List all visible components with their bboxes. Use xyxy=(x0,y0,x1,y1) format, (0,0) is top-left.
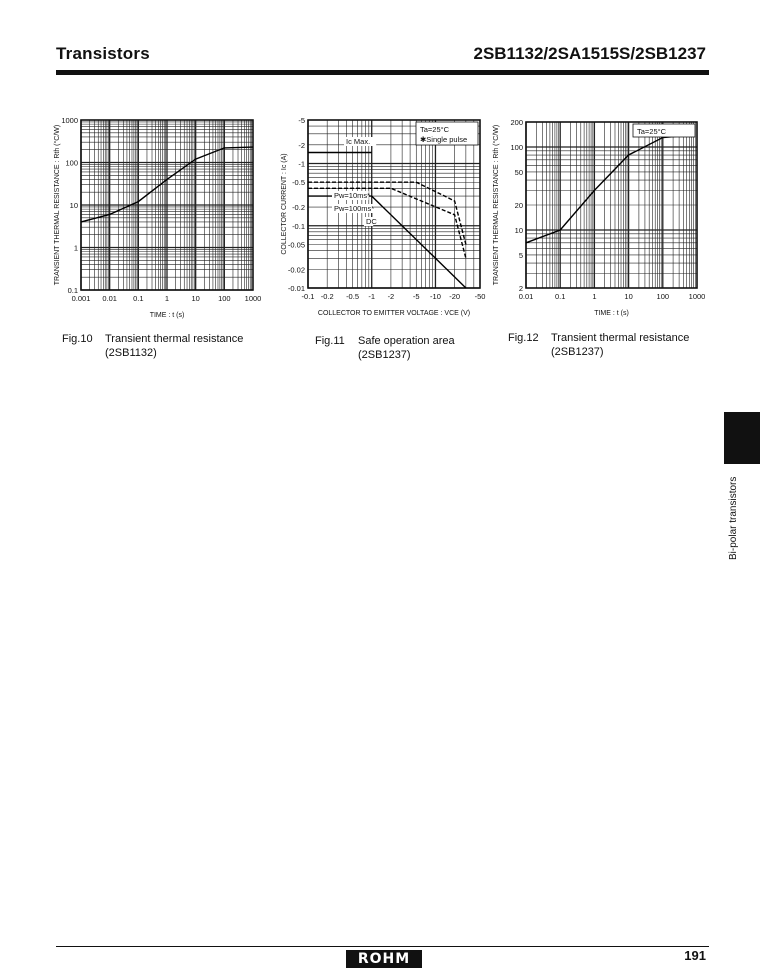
x-tick-label: -10 xyxy=(430,292,441,301)
y-tick-label: 10 xyxy=(514,225,523,235)
section-tab xyxy=(724,412,760,464)
chart-fig11 xyxy=(272,110,497,325)
x-axis-label: TIME : t (s) xyxy=(594,310,629,317)
header-section-title: Transistors xyxy=(56,44,150,63)
caption-fig12 xyxy=(508,331,689,359)
caption-fig10 xyxy=(62,332,243,360)
x-tick-label: -0.5 xyxy=(346,292,360,301)
y-tick-label: -0.5 xyxy=(292,178,305,188)
y-tick-label: 10 xyxy=(69,201,78,210)
x-tick-label: 10 xyxy=(191,294,200,303)
x-tick-label: -5 xyxy=(412,292,420,301)
x-tick-label: 1 xyxy=(164,294,170,303)
x-tick-label: 0.001 xyxy=(71,294,91,303)
y-tick-label: -0.01 xyxy=(287,284,305,293)
x-tick-label: 0.1 xyxy=(554,292,566,301)
y-tick-label: -2 xyxy=(298,140,305,150)
header-part-numbers: 2SB1132/2SA1515S/2SB1237 xyxy=(473,44,706,63)
x-tick-label: 100 xyxy=(656,292,670,301)
caption-figure-number: Fig.11 xyxy=(315,335,345,347)
x-tick-label: -50 xyxy=(474,292,486,301)
x-tick-label: 1000 xyxy=(244,294,262,303)
y-tick-label: -0.2 xyxy=(292,203,305,213)
chart-fig12 xyxy=(482,110,712,325)
x-tick-label: 0.01 xyxy=(518,292,534,301)
x-tick-label: -1 xyxy=(368,292,376,301)
x-tick-label: 0.01 xyxy=(102,294,117,303)
x-tick-label: -0.1 xyxy=(301,292,315,301)
x-tick-label: -20 xyxy=(449,292,461,301)
caption-title: Transient thermal resistance xyxy=(105,333,244,345)
y-tick-label: 1000 xyxy=(61,116,78,125)
x-tick-label: -0.2 xyxy=(320,292,334,301)
y-tick-label: -0.02 xyxy=(287,265,305,275)
series-line xyxy=(526,136,679,243)
y-axis-label: COLLECTOR CURRENT : Ic (A) xyxy=(281,153,288,255)
y-tick-label: -0.05 xyxy=(287,240,305,250)
caption-subtitle: (2SB1237) xyxy=(551,346,604,358)
y-tick-label: -1 xyxy=(298,159,305,169)
section-tab-label: Bi-polar transistors xyxy=(728,476,739,560)
curve-annotation: Pw=100ms* xyxy=(334,204,375,213)
chart-fig10 xyxy=(50,110,265,325)
y-axis-label: TRANSIENT THERMAL RESISTANCE : Rth (°C/W) xyxy=(54,124,61,286)
y-tick-label: 1 xyxy=(73,243,78,253)
y-tick-label: -5 xyxy=(298,116,305,125)
rohm-logo: ROHM xyxy=(346,950,422,968)
y-tick-label: 0.1 xyxy=(67,286,78,295)
caption-figure-number: Fig.10 xyxy=(62,333,93,345)
caption-fig11 xyxy=(315,334,455,362)
x-tick-label: 10 xyxy=(624,292,633,301)
caption-figure-number: Fig.12 xyxy=(508,332,539,344)
caption-title: Safe operation area xyxy=(358,335,455,347)
y-tick-label: 100 xyxy=(65,158,78,168)
y-tick-label: 5 xyxy=(518,250,523,260)
x-tick-label: -2 xyxy=(387,292,395,301)
x-tick-label: 0.1 xyxy=(133,294,144,303)
y-tick-label: 20 xyxy=(514,201,523,210)
caption-title: Transient thermal resistance xyxy=(551,332,690,344)
x-tick-label: 1 xyxy=(592,292,597,301)
x-tick-label: 1000 xyxy=(688,292,706,301)
legend-entry: ✱Single pulse xyxy=(420,135,468,144)
curve-annotation: Pw=10ms* xyxy=(334,191,371,200)
x-tick-label: 100 xyxy=(218,294,231,303)
footer-rule xyxy=(56,946,709,947)
legend-entry: Ta=25°C xyxy=(420,125,450,134)
y-tick-label: -0.1 xyxy=(292,221,305,231)
x-axis-label: COLLECTOR TO EMITTER VOLTAGE : VCE (V) xyxy=(317,310,471,317)
header-rule xyxy=(56,70,709,75)
y-tick-label: 50 xyxy=(514,167,523,177)
y-tick-label: 2 xyxy=(518,284,523,293)
y-axis-label: TRANSIENT THERMAL RESISTANCE : Rth (°C/W) xyxy=(493,124,500,286)
page-number: 191 xyxy=(684,948,706,963)
curve-annotation: DC xyxy=(366,217,377,226)
caption-subtitle: (2SB1132) xyxy=(105,347,157,359)
y-tick-label: 200 xyxy=(510,118,523,127)
curve-annotation: Ic Max. xyxy=(346,137,371,146)
y-tick-label: 100 xyxy=(510,142,523,152)
series-line xyxy=(308,188,466,258)
x-axis-label: TIME : t (s) xyxy=(149,312,185,319)
caption-subtitle: (2SB1237) xyxy=(358,349,411,361)
legend-entry: Ta=25°C xyxy=(637,127,667,136)
